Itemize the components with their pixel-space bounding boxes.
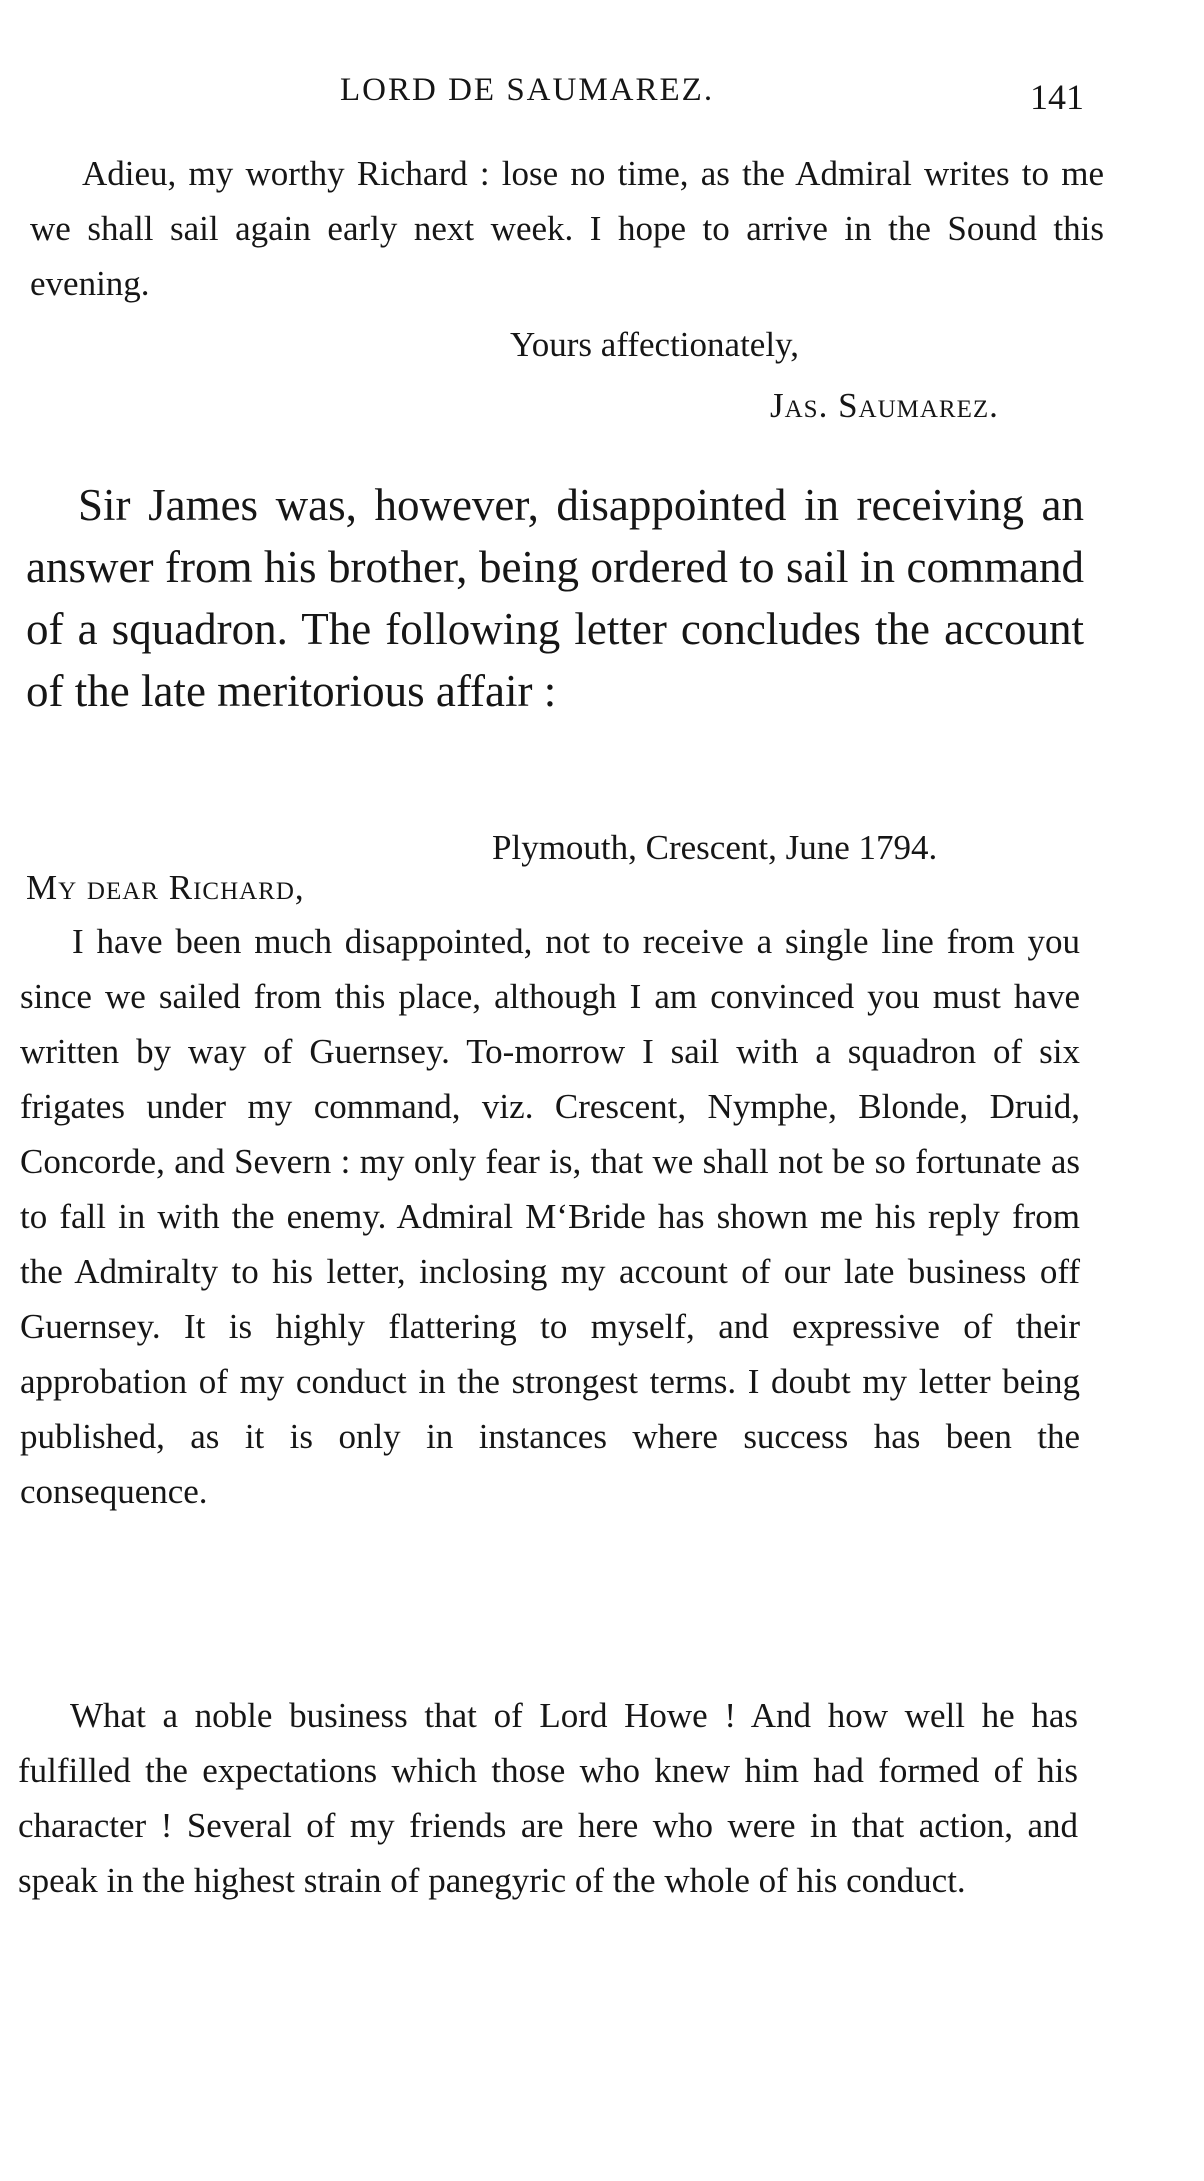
- letter-two-paragraph-two: What a noble business that of Lord Howe ! And how well he has fulfilled the expectations which those who knew him had formed of his character ! Several of my friends are here who were in that action, and speak in the highest strain of panegyric of the whole of his conduct.: [18, 1696, 1078, 1900]
- letter-two-salutation: My dear Richard,: [26, 868, 305, 907]
- letter-two-dateline: Plymouth, Crescent, June 1794.: [492, 828, 938, 867]
- letter-one-signature: Jas. Saumarez.: [770, 386, 999, 425]
- letter-two-paragraph-one: I have been much disappointed, not to receive a single line from you since we sailed from this place, although I am convinced you must have written by way of Guernsey. To-morrow I sail with a squadron of six frigates under my command, viz. Crescent, Nymphe, Blonde, Druid, Concorde, and Severn : my only fear is, that we shall not be so fortunate as to fall in with the enemy. Admiral M‘Bride has shown me his reply from the Admiralty to his letter, inclosing my account of our late business off Guernsey. It is highly flattering to myself, and expressive of their approbation of my conduct in the strongest terms. I doubt my letter being published, as it is only in instances where success has been the consequence.: [20, 922, 1080, 1511]
- letter-one-body: Adieu, my worthy Richard : lose no time, as the Admiral writes to me we shall sail again early next week. I hope to arrive in the Sound this evening.: [30, 154, 1104, 303]
- narrative-paragraph: Sir James was, however, disappointed in receiving an answer from his brother, being ordered to sail in command of a squadron. The following letter concludes the account of the late meritorious affair :: [26, 480, 1084, 716]
- letter-one-closing: Yours affectionately,: [510, 325, 800, 364]
- page-number: 141: [1030, 77, 1084, 117]
- page-header: [0, 72, 1204, 132]
- running-title: LORD DE SAUMAREZ.: [340, 72, 715, 108]
